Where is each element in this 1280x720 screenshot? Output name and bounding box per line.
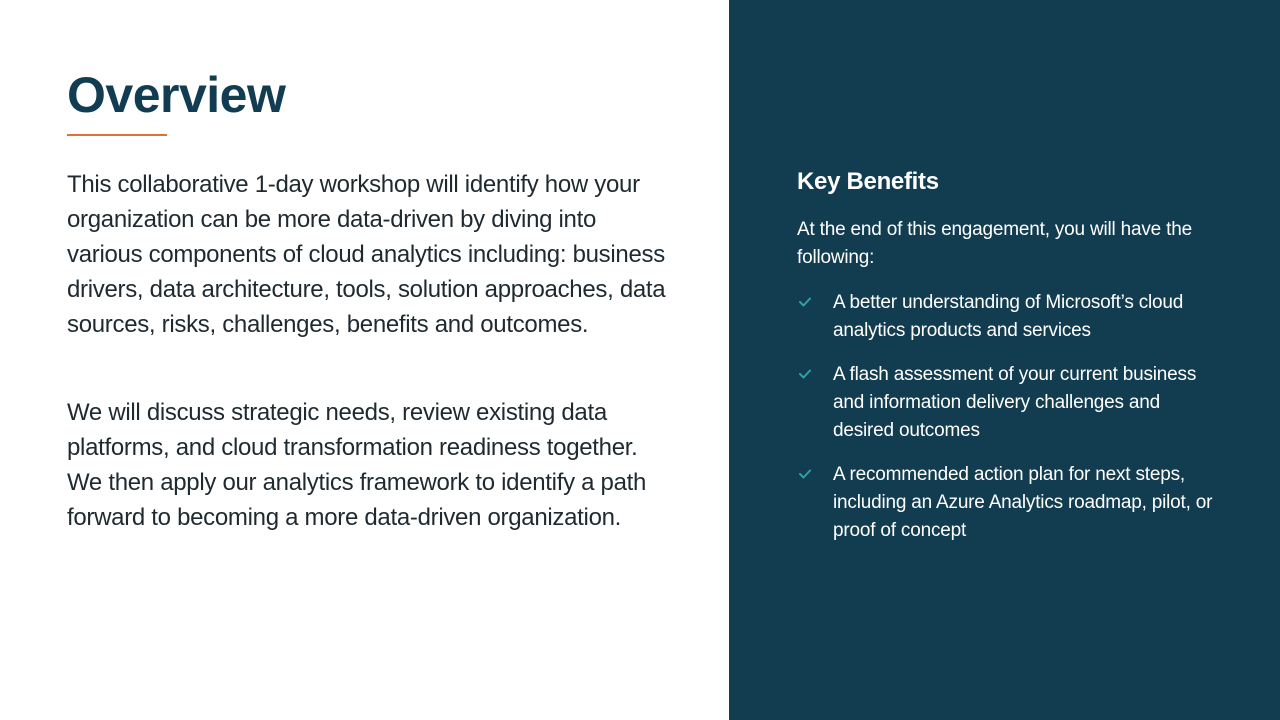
benefit-item — [797, 461, 1217, 545]
title-underline — [67, 134, 167, 136]
key-benefits-intro: At the end of this engagement, you will have the following: — [797, 219, 1192, 268]
key-benefits-panel — [729, 0, 1280, 720]
benefit-text: A recommended action plan for next steps, including an Azure Analytics roadmap, pilot, or proof of concept — [833, 464, 1213, 541]
overview-paragraph-1: This collaborative 1-day workshop will identify how your organization can be more data-driven by diving into various components of cloud analytics including: business drivers, data architecture, tools, solution approaches, data sources, risks, challenges, benefits and outcomes. — [67, 171, 666, 338]
key-benefits-heading: Key Benefits — [797, 168, 939, 195]
benefit-text: A better understanding of Microsoft’s cloud analytics products and services — [833, 292, 1184, 341]
slide-title: Overview — [67, 67, 286, 123]
benefit-item — [797, 361, 1217, 445]
benefit-text: A flash assessment of your current business and information delivery challenges and desired outcomes — [833, 364, 1197, 441]
checkmark-icon — [799, 369, 811, 379]
benefits-list — [797, 289, 1217, 561]
overview-paragraph-2: We will discuss strategic needs, review existing data platforms, and cloud transformation readiness together. We then apply our analytics framework to identify a path forward to becoming a more data-driven organization. — [67, 399, 647, 531]
benefit-item — [797, 289, 1217, 345]
checkmark-icon — [799, 469, 811, 479]
checkmark-icon — [799, 297, 811, 307]
